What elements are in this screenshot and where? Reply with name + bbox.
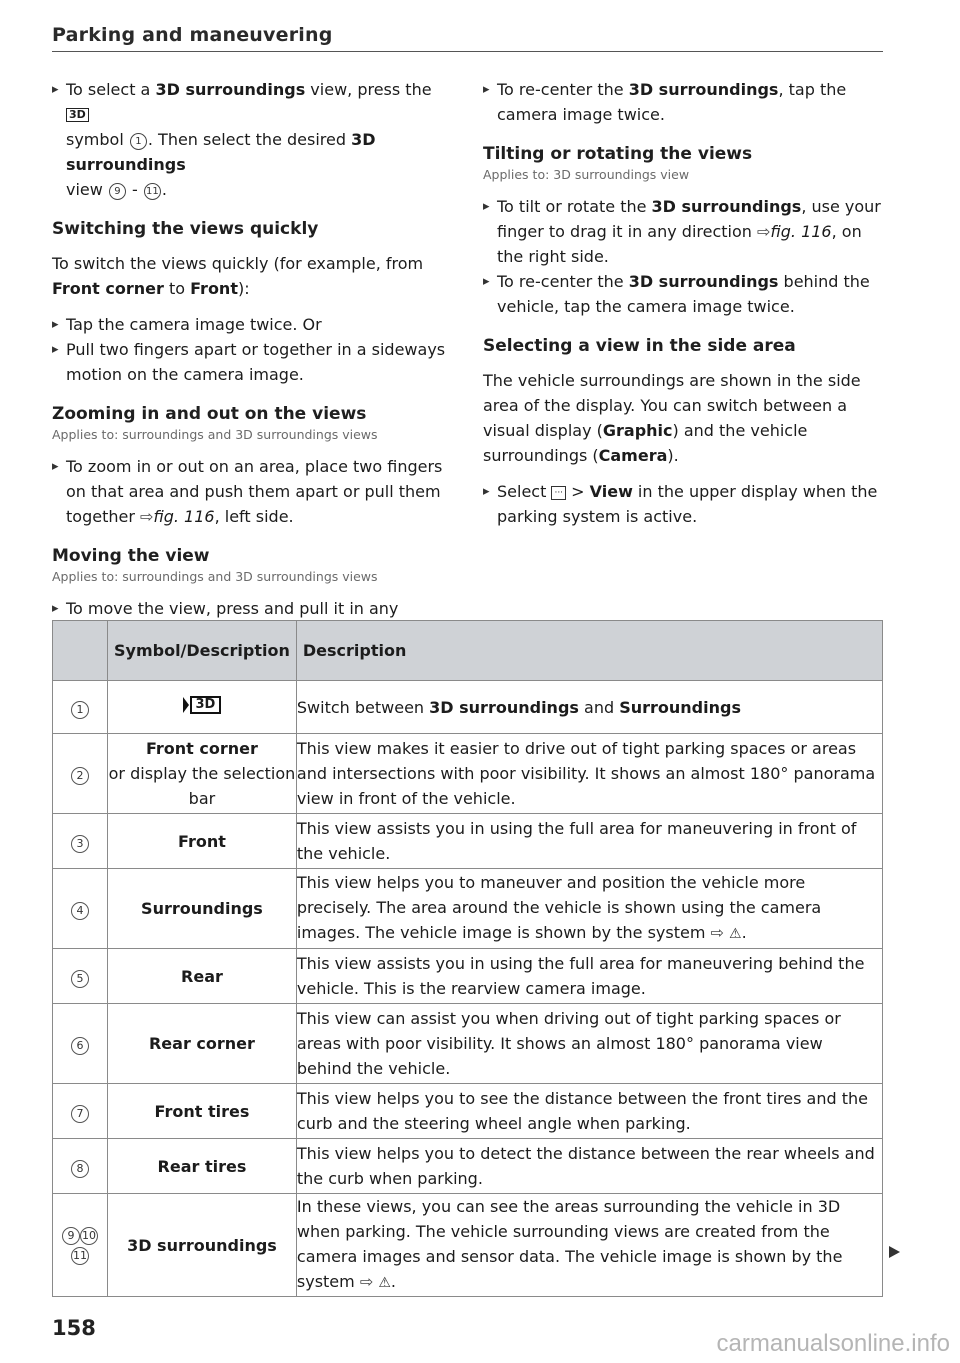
applies-moving: Applies to: surroundings and 3D surroundings views — [52, 569, 378, 584]
section-title-moving: Moving the view — [52, 546, 210, 566]
callout-group-icon: 9 10 11 — [62, 1225, 98, 1265]
table-row: 6 Rear corner This view can assist you when driving out of tight parking spaces or areas with poor visibility. It shows an almost 180° panorama view behind the vehicle. — [53, 1004, 883, 1084]
callout-1-icon: 1 — [130, 133, 147, 150]
callout-5-icon: 5 — [71, 970, 89, 988]
table-row: 1 3D Switch between 3D surroundings and Surroundings — [53, 681, 883, 734]
header-divider — [52, 51, 883, 52]
3d-toggle-icon: 3D — [66, 108, 89, 122]
callout-7-icon: 7 — [71, 1105, 89, 1123]
callout-6-icon: 6 — [71, 1037, 89, 1055]
callout-11-icon: 11 — [144, 183, 161, 200]
section-title-zooming: Zooming in and out on the views — [52, 404, 367, 424]
page-header-title: Parking and maneuvering — [52, 24, 333, 46]
callout-1-icon: 1 — [71, 701, 89, 719]
table-row: 9 10 11 3D surroundings In these views, you can see the areas surrounding the vehicle in 3D when parking. The vehicle surrounding views are created from the camera images and sensor data. The vehicle image is shown by the system ⇨ ⚠. — [53, 1194, 883, 1297]
table-row: 7 Front tires This view helps you to see the distance between the front tires and the curb and the steering wheel angle when parking. — [53, 1084, 883, 1139]
bullet-select-3d: ▸ To select a 3D surroundings view, press the 3D symbol 1 . Then select the desired 3D surroundings view 9 - 11 . — [52, 77, 452, 202]
section-title-selecting: Selecting a view in the side area — [483, 336, 796, 356]
bullet-move: ▸ To move the view, press and pull it in any — [52, 596, 452, 646]
header-description: Description — [296, 621, 882, 681]
para-selecting: The vehicle surroundings are shown in the side area of the display. You can switch between a visual display (Graphic) and the vehicle surroundings (Camera). — [483, 371, 861, 465]
table-row: 5 Rear This view assists you in using the full area for maneuvering behind the vehicle. This is the rearview camera image. — [53, 949, 883, 1004]
table-row: 4 Surroundings This view helps you to maneuver and position the vehicle more precisely. The area around the vehicle is shown using the camera images. The vehicle image is shown by the system ⇨ ⚠. — [53, 869, 883, 949]
more-options-icon: ··· — [551, 486, 566, 500]
left-column — [52, 76, 452, 646]
symbol-description-table — [52, 620, 883, 1297]
continue-arrow-icon — [889, 1246, 900, 1258]
applies-tilting: Applies to: 3D surroundings view — [483, 167, 690, 182]
page-number: 158 — [52, 1316, 96, 1340]
callout-9-icon: 9 — [109, 183, 126, 200]
bullet-recenter: ▸ To re-center the 3D surroundings, tap the camera image twice. — [483, 77, 883, 127]
callout-3-icon: 3 — [71, 835, 89, 853]
warning-icon: ⚠ — [378, 1275, 391, 1291]
table-row: 3 Front This view assists you in using the full area for maneuvering in front of the vehicle. — [53, 814, 883, 869]
table-row: 2 Front corner or display the selection bar This view makes it easier to drive out of tight parking spaces or areas and intersections with poor visibility. It shows an almost 180° panorama view in front of the vehicle. — [53, 734, 883, 814]
bullet-select-view: ▸ Select ··· > View in the upper display when the parking system is active. — [483, 479, 883, 529]
watermark: carmanualsonline.info — [716, 1330, 950, 1357]
table-row: 8 Rear tires This view helps you to detect the distance between the rear wheels and the curb when parking. — [53, 1139, 883, 1194]
callout-8-icon: 8 — [71, 1160, 89, 1178]
para-switching: To switch the views quickly (for example, from Front corner to Front): — [52, 254, 424, 298]
right-column — [483, 76, 883, 529]
section-title-tilting: Tilting or rotating the views — [483, 144, 753, 164]
bullet-pull-fingers: ▸ Pull two fingers apart or together in a sideways motion on the camera image. — [52, 337, 452, 387]
bullet-tap-twice: ▸ Tap the camera image twice. Or — [52, 312, 452, 337]
header-symbol: Symbol/Description — [108, 621, 297, 681]
bullet-tilt: ▸ To tilt or rotate the 3D surroundings, use your finger to drag it in any direction ⇨fig. 116, on the right side. — [483, 194, 883, 269]
callout-2-icon: 2 — [71, 767, 89, 785]
3d-toggle-icon: 3D — [183, 696, 222, 714]
bullet-zoom: ▸ To zoom in or out on an area, place two fingers on that area and push them apart or pull them together ⇨fig. 116, left side. — [52, 454, 452, 529]
section-title-switching: Switching the views quickly — [52, 219, 319, 239]
callout-4-icon: 4 — [71, 902, 89, 920]
table-header-row — [53, 621, 883, 681]
bullet-recenter-behind: ▸ To re-center the 3D surroundings behind the vehicle, tap the camera image twice. — [483, 269, 883, 319]
applies-zooming: Applies to: surroundings and 3D surroundings views — [52, 427, 378, 442]
warning-icon: ⚠ — [729, 926, 742, 942]
